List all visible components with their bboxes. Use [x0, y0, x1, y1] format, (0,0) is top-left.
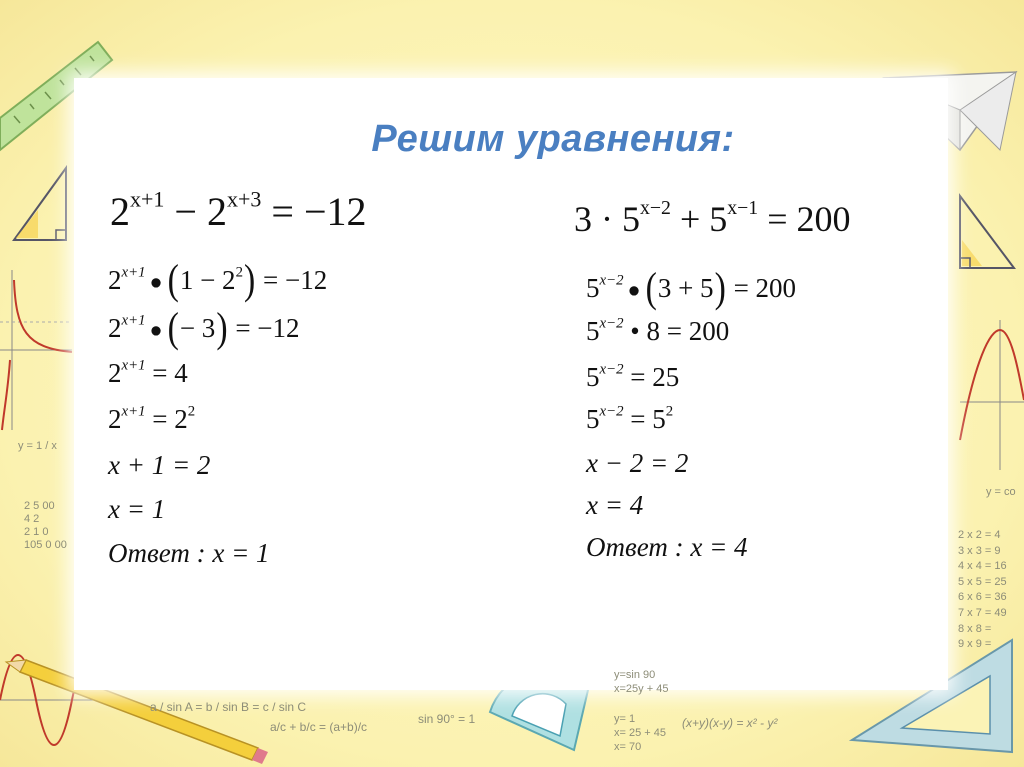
exponent: 2 [665, 403, 674, 420]
law-of-sines: a / sin A = b / sin B = c / sin C [150, 700, 307, 714]
exponent: x−2 [599, 315, 624, 332]
term: 3 · 5 [574, 199, 640, 239]
rest: = 4 [145, 358, 188, 388]
mult-row: 5 x 5 = 25 [958, 575, 1007, 588]
right-step-6 [586, 490, 643, 521]
difference-of-squares: (x+y)(x-y) = x² - y² [682, 716, 778, 730]
inner: 1 − 2 [179, 264, 236, 295]
answer-word: Ответ [108, 538, 190, 568]
graph-right-icon [960, 320, 1024, 470]
long-div-row: 105 0 00 [24, 539, 67, 551]
answer-value: : x = 4 [667, 532, 748, 562]
term: 2 [110, 189, 130, 234]
system-row: y=sin 90 [614, 669, 656, 681]
left-step-5 [108, 450, 210, 481]
left-step-6 [108, 494, 165, 525]
system-two [614, 712, 666, 754]
rest: = −12 [256, 264, 328, 295]
close-paren: ) [714, 265, 726, 312]
left-answer [108, 538, 270, 569]
sin-formula: sin 90° = 1 [418, 712, 476, 726]
system-row: x=25y + 45 [614, 683, 669, 695]
base: 2 [108, 312, 122, 343]
equation: x − 2 = 2 [586, 448, 689, 478]
left-step-3 [108, 358, 188, 389]
inner: 3 + 5 [657, 272, 714, 303]
multiply-dot-icon: ● [149, 269, 163, 294]
exponent: x+1 [121, 403, 146, 420]
long-div-row: 4 2 [24, 513, 40, 525]
base: 2 [108, 264, 122, 295]
exponent: x+3 [226, 186, 262, 212]
rest: = 25 [623, 362, 680, 392]
exponent: x+1 [121, 357, 146, 374]
exponent: 2 [235, 264, 243, 281]
mult-row: 6 x 6 = 36 [958, 591, 1007, 604]
term: = 200 [758, 199, 851, 239]
term: − 2 [164, 189, 227, 234]
mult-row: 7 x 7 = 49 [958, 606, 1007, 619]
rest: • 8 = 200 [623, 316, 730, 346]
base: 2 [108, 358, 122, 388]
exponent: x+1 [121, 264, 146, 281]
open-paren: ( [167, 305, 179, 352]
answer-value: : x = 1 [189, 538, 270, 568]
equation: x = 1 [108, 494, 166, 524]
base: 5 [586, 272, 600, 303]
close-paren: ) [216, 305, 228, 352]
equation: x = 4 [586, 490, 644, 520]
answer-word: Ответ [586, 532, 668, 562]
exponent: x+1 [130, 186, 165, 212]
exponent: x−2 [599, 361, 624, 378]
exponent: x−1 [727, 197, 759, 220]
base: 5 [586, 316, 600, 346]
term: = −12 [261, 189, 367, 234]
equation-right-main [574, 198, 851, 240]
multiply-dot-icon: ● [627, 277, 641, 302]
rest: = 2 [145, 404, 188, 434]
open-paren: ( [645, 265, 657, 312]
left-step-2 [108, 305, 300, 352]
left-step-1 [108, 257, 328, 304]
exponent: x−2 [599, 272, 624, 289]
mult-row: 8 x 8 = [958, 622, 992, 635]
right-step-4 [586, 404, 673, 435]
system-row: x= 25 + 45 [614, 727, 666, 739]
exponent: x+1 [121, 312, 146, 329]
graph-left-icon [0, 270, 72, 430]
inner: − 3 [179, 312, 216, 343]
base: 2 [108, 404, 122, 434]
rest: = −12 [228, 312, 300, 343]
triangle-left-icon [14, 168, 66, 240]
right-step-1 [586, 265, 797, 312]
long-div-row: 2 1 0 [24, 526, 49, 538]
system-row: x= 70 [614, 741, 642, 753]
long-division [24, 500, 67, 552]
exponent: x−2 [640, 197, 671, 220]
base: 5 [586, 404, 600, 434]
rest: = 200 [726, 272, 797, 303]
long-div-row: 2 5 00 [24, 500, 55, 512]
multiplication-table [958, 528, 1007, 653]
system-row: y= 1 [614, 713, 636, 725]
right-step-2 [586, 316, 729, 347]
mult-row: 3 x 3 = 9 [958, 544, 1001, 557]
multiply-dot-icon: ● [149, 317, 163, 342]
triangle-right-icon [960, 196, 1014, 268]
term: + 5 [670, 199, 728, 239]
mult-row: 9 x 9 = [958, 638, 992, 651]
graph-right-label: y = co [986, 486, 1016, 498]
graph-left-label: y = 1 / x [18, 440, 57, 452]
right-step-5 [586, 448, 688, 479]
close-paren: ) [243, 257, 256, 304]
right-answer [586, 532, 748, 563]
fraction-sum: a/c + b/c = (a+b)/c [270, 720, 368, 734]
exponent: 2 [187, 403, 196, 420]
exponent: x−2 [599, 403, 624, 420]
equation-left-main [110, 188, 367, 235]
mult-row: 2 x 2 = 4 [958, 529, 1001, 541]
open-paren: ( [167, 257, 179, 304]
slide-content-area [74, 78, 948, 690]
page-title: Решим уравнения: [371, 118, 735, 160]
mult-row: 4 x 4 = 16 [958, 560, 1007, 573]
base: 5 [586, 362, 600, 392]
system-one [614, 668, 668, 696]
equation: x + 1 = 2 [108, 450, 211, 480]
rest: = 5 [623, 404, 666, 434]
left-step-4 [108, 404, 195, 435]
right-step-3 [586, 362, 679, 393]
